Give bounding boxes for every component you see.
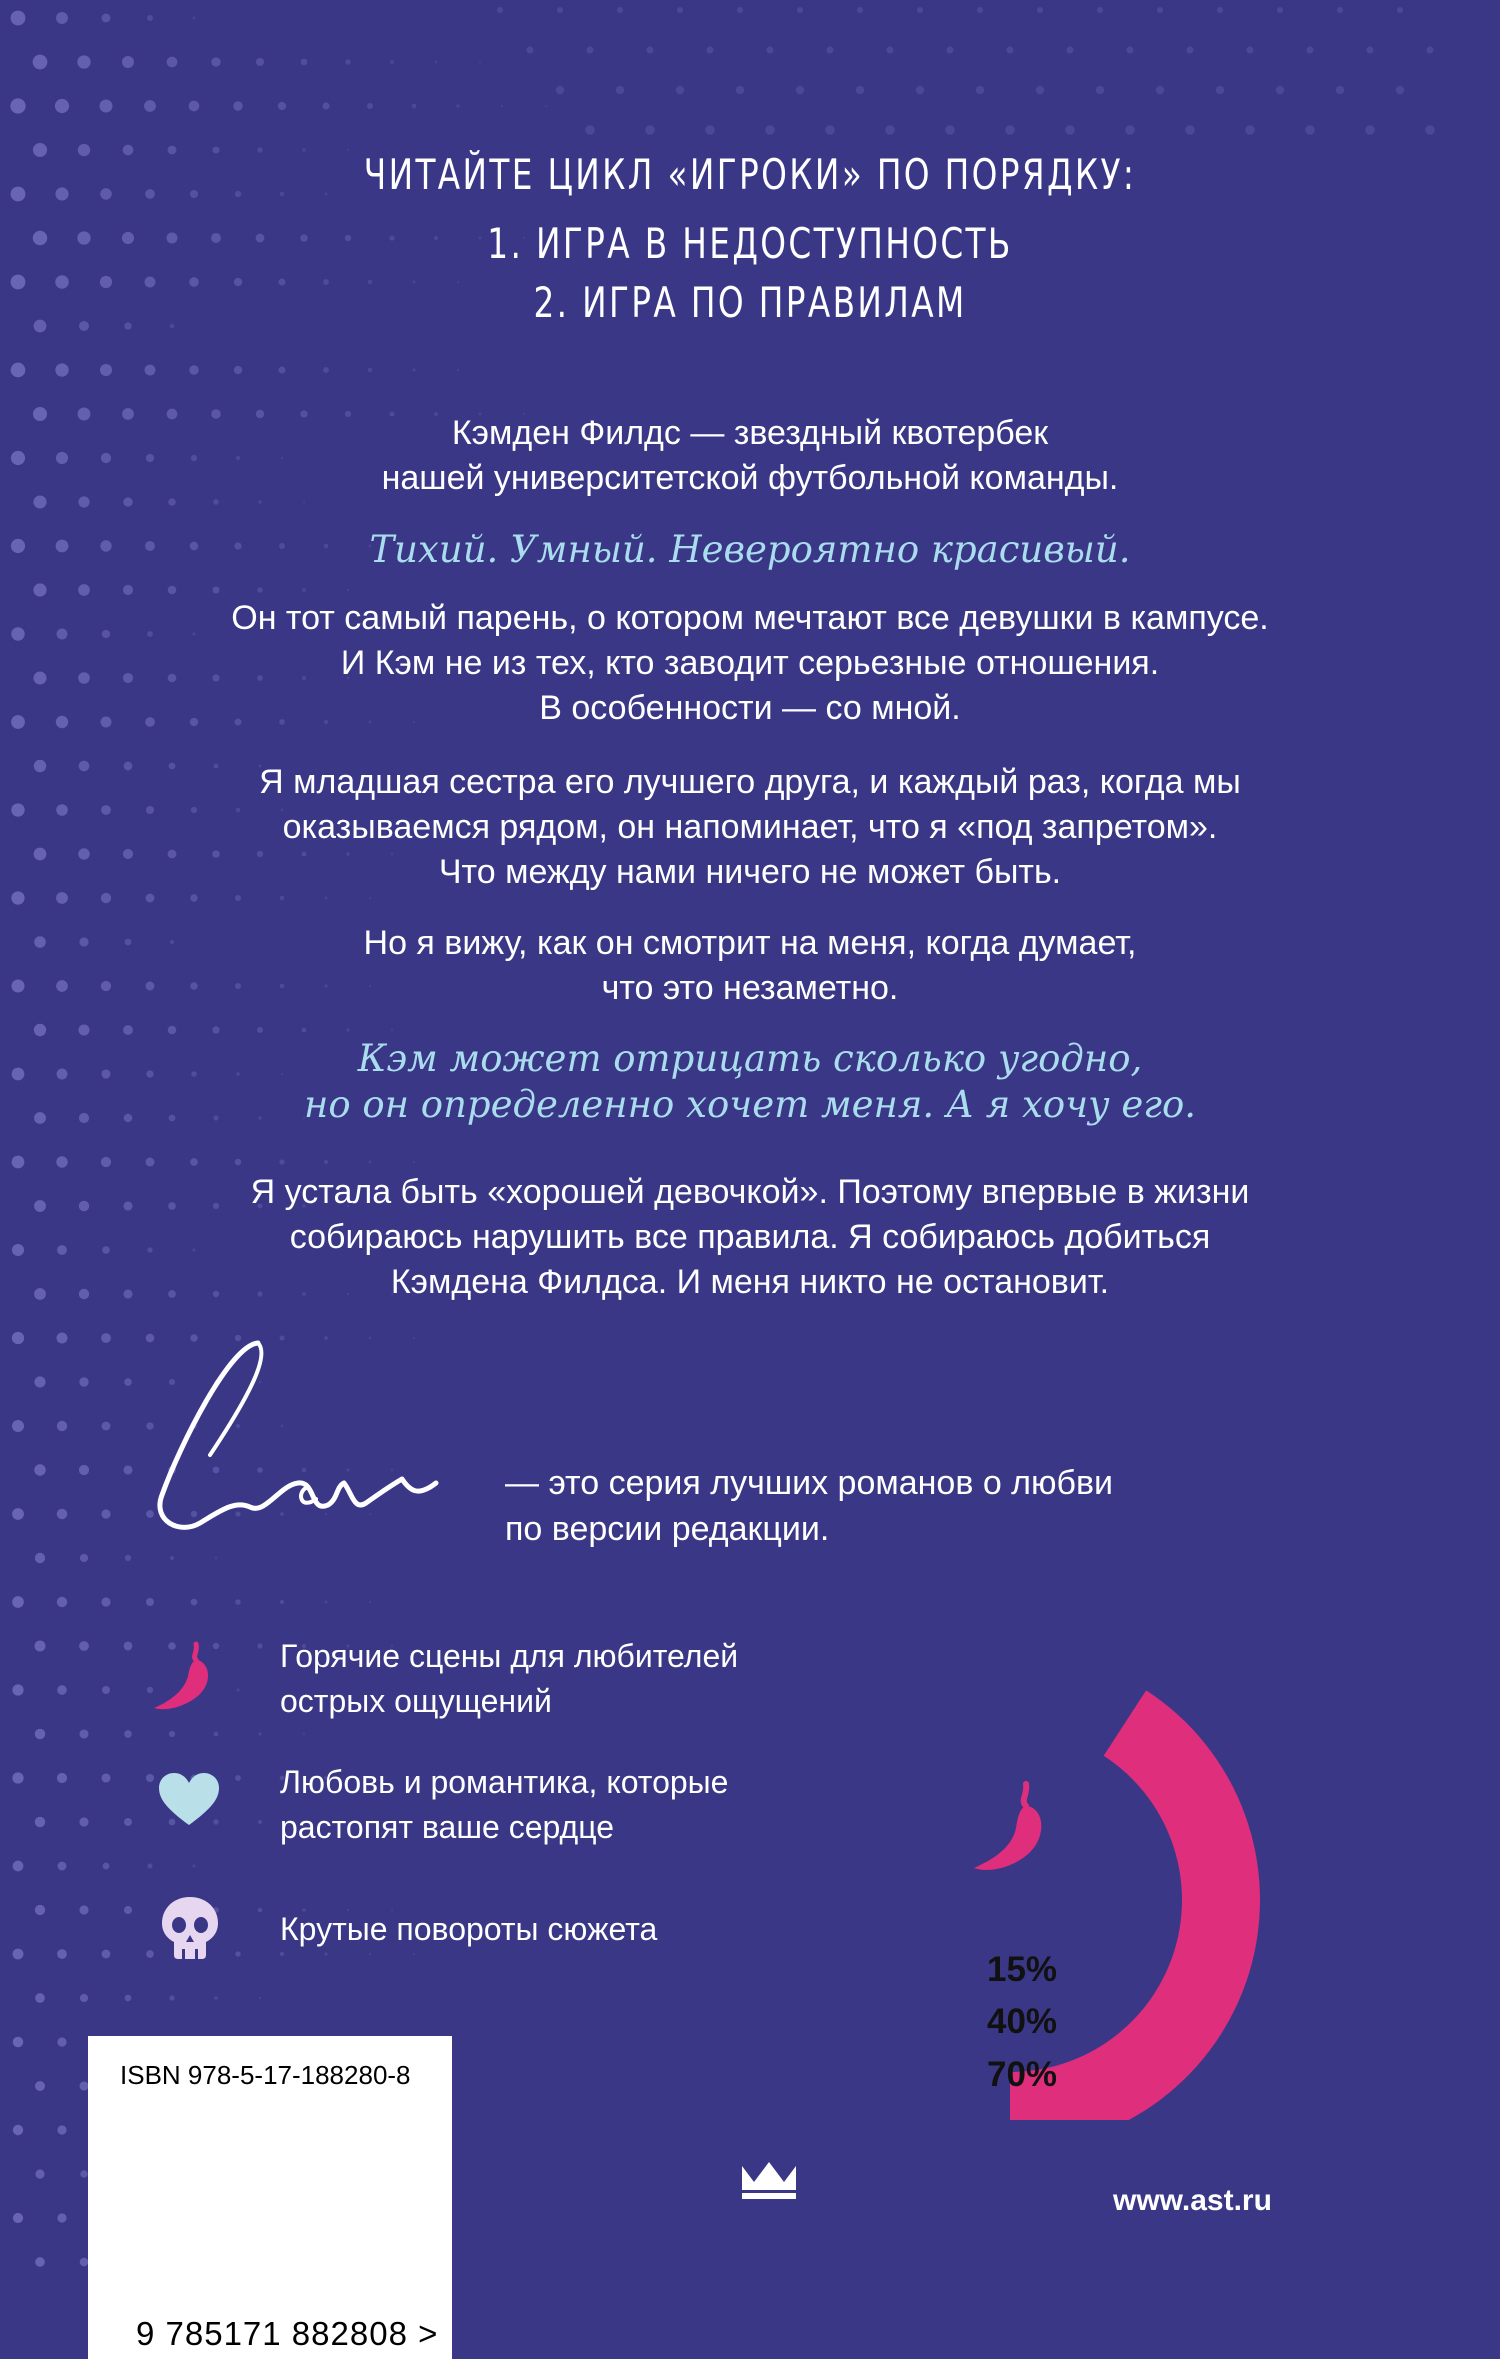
decor-dot <box>946 46 953 53</box>
decor-dot <box>124 322 131 329</box>
decor-dot <box>56 1332 67 1343</box>
decor-dot <box>101 1773 110 1782</box>
decor-dot <box>1037 7 1043 13</box>
decor-dot <box>34 1640 45 1651</box>
decor-dot <box>169 1995 174 2000</box>
decor-dot <box>35 1993 45 2003</box>
decor-dot <box>148 1864 153 1869</box>
decor-dot <box>857 7 863 13</box>
decor-dot <box>101 1333 111 1343</box>
decor-dot <box>1276 86 1284 94</box>
decor-dot <box>79 1729 88 1738</box>
decor-dot <box>190 894 197 901</box>
decor-dot <box>146 1774 154 1782</box>
decor-dot <box>145 189 155 199</box>
decor-dot <box>280 1952 284 1956</box>
decor-dot <box>945 125 955 135</box>
series-book-2: 2. ИГРА ПО ПРАВИЛАМ <box>533 278 967 327</box>
decor-dot <box>103 1863 110 1870</box>
decor-dot <box>324 1952 327 1955</box>
decor-dot <box>1217 7 1223 13</box>
decor-dot <box>77 231 90 244</box>
decor-dot <box>13 2037 24 2048</box>
decor-dot <box>80 2170 87 2177</box>
decor-dot <box>235 1951 240 1956</box>
decor-dot <box>35 1905 45 1915</box>
decor-dot <box>125 1555 131 1561</box>
decor-dot <box>102 1422 111 1431</box>
decor-dot <box>100 364 112 376</box>
decor-dot <box>11 363 26 378</box>
decor-dot <box>826 46 833 53</box>
decor-dot <box>301 59 308 66</box>
blurb-paragraph-5: Я устала быть «хорошей девочкой». Поэтому впервые в жизни собираюсь нарушить все правила. Я собираюсь добиться Кэмдена Филдса. И меня никто не остановит. <box>250 1173 1250 1301</box>
imprint-description: — это серия лучших романов о любви по версии редакции. <box>505 1464 1114 1548</box>
decor-dot <box>170 1556 174 1560</box>
decor-dot <box>796 86 804 94</box>
decor-dot <box>57 1949 67 1959</box>
decor-dot <box>80 1554 88 1562</box>
decor-dot <box>13 2125 23 2135</box>
decor-dot <box>1157 7 1163 13</box>
decor-dot <box>235 895 241 901</box>
decor-dot <box>34 1024 46 1036</box>
decor-dot <box>856 86 864 94</box>
decor-dot <box>77 55 90 68</box>
blurb-paragraph-2: Он тот самый парень, о котором мечтают все девушки в кампусе. И Кэм не из тех, кто заводит серьезные отношения. В особенности — со мной. <box>231 599 1269 727</box>
decor-dot <box>144 100 156 112</box>
decor-dot <box>12 1332 24 1344</box>
decor-dot <box>102 14 111 23</box>
decor-dot <box>124 1730 132 1738</box>
decor-dot <box>617 7 623 13</box>
decor-dot <box>1036 86 1044 94</box>
decor-dot <box>122 56 134 68</box>
decor-dot <box>146 1950 154 1958</box>
decor-dot <box>123 1025 133 1035</box>
isbn-digits: 9 785171 882808 > <box>136 2315 439 2352</box>
decor-dot <box>11 11 26 26</box>
decor-dot <box>124 1906 132 1914</box>
decor-dot <box>192 1864 195 1867</box>
blurb-paragraph-1: Кэмден Филдс — звездный квотербек нашей университетской футбольной команды. <box>381 414 1119 497</box>
decor-dot <box>34 1464 45 1475</box>
decor-dot <box>280 1600 284 1604</box>
decor-dot <box>34 320 47 333</box>
blurb-quote-2: Кэм может отрицать сколько угодно, но он определенно хочет меня. А я хочу его. <box>303 1037 1196 1126</box>
decor-dot <box>33 55 48 70</box>
decor-dot <box>797 7 803 13</box>
decor-dot <box>646 46 653 53</box>
decor-dot <box>257 587 263 593</box>
decor-dot <box>256 58 264 66</box>
series-heading: ЧИТАЙТЕ ЦИКЛ «ИГРОКИ» ПО ПОРЯДКУ: <box>363 150 1137 199</box>
decor-dot <box>258 1732 261 1735</box>
decor-dot <box>737 7 743 13</box>
decor-dot <box>78 1024 89 1035</box>
heart-icon <box>157 1771 221 1829</box>
decor-dot <box>479 61 481 63</box>
legend-plot-twists: Крутые повороты сюжета <box>280 1911 658 1947</box>
decor-dot <box>1337 7 1343 13</box>
decor-dot <box>167 57 178 68</box>
decor-dot <box>676 86 684 94</box>
decor-dot <box>189 101 200 112</box>
decor-dot <box>79 1465 89 1475</box>
chili-pepper-icon <box>148 1636 220 1716</box>
decor-dot <box>57 2213 66 2222</box>
decor-dot <box>123 1465 132 1474</box>
decor-dot <box>369 1601 371 1603</box>
decor-dot <box>100 276 112 288</box>
decor-dot <box>1306 46 1313 53</box>
decor-dot <box>145 1157 154 1166</box>
decor-dot <box>79 1817 88 1826</box>
decor-dot <box>258 1820 262 1824</box>
decor-dot <box>526 46 533 53</box>
percent-label-twists: 15% <box>987 1950 1058 1989</box>
decor-dot <box>79 1905 88 1914</box>
decor-dot <box>33 583 46 596</box>
decor-dot <box>347 589 349 591</box>
decor-dot <box>885 125 895 135</box>
decor-dot <box>390 60 394 64</box>
decor-dot <box>766 46 773 53</box>
decor-dot <box>214 1996 218 2000</box>
decor-dot <box>33 143 47 157</box>
decor-dot <box>278 366 285 373</box>
barcode <box>118 2102 428 2314</box>
decor-dot <box>123 145 134 156</box>
decor-dot <box>13 1949 24 1960</box>
rating-donut-chart <box>800 1560 1320 2120</box>
decor-dot <box>12 1508 24 1520</box>
decor-dot <box>100 100 113 113</box>
decor-dot <box>586 46 593 53</box>
decor-dot <box>497 7 503 13</box>
decor-dot <box>168 1026 177 1035</box>
decor-dot <box>33 231 47 245</box>
decor-dot <box>323 367 329 373</box>
decor-dot <box>55 275 69 289</box>
decor-dot <box>11 187 26 202</box>
decor-dot <box>765 125 775 135</box>
decor-dot <box>435 61 438 64</box>
decor-dot <box>78 144 90 156</box>
decor-dot <box>57 1421 67 1431</box>
decor-dot <box>12 1684 23 1695</box>
decor-dot <box>13 1861 24 1872</box>
decor-dot <box>1005 125 1015 135</box>
decor-dot <box>10 98 25 113</box>
decor-dot <box>211 57 220 66</box>
decor-dot <box>124 1818 132 1826</box>
decor-dot <box>12 1596 24 1608</box>
decor-dot <box>1425 125 1435 135</box>
decor-dot <box>259 1997 261 1999</box>
decor-dot <box>235 1775 241 1781</box>
decor-dot <box>79 1641 89 1651</box>
decor-dot <box>147 15 153 21</box>
decor-dot <box>35 1729 46 1740</box>
decor-dot <box>645 125 655 135</box>
legend-hot-scenes: Горячие сцены для любителей острых ощущений <box>280 1638 739 1719</box>
percent-label-hot: 70% <box>987 2055 1058 2094</box>
decor-dot <box>345 59 350 64</box>
decor-dot <box>917 7 923 13</box>
decor-dot <box>34 1376 45 1387</box>
skull-icon <box>160 1895 220 1961</box>
decor-dot <box>1397 7 1403 13</box>
decor-dot <box>79 1377 88 1386</box>
decor-dot <box>123 585 133 595</box>
decor-dot <box>12 1156 25 1169</box>
decor-dot <box>391 1029 393 1031</box>
decor-dot <box>1126 46 1133 53</box>
percent-label-love: 40% <box>987 2002 1058 2041</box>
decor-dot <box>369 897 371 899</box>
decor-dot <box>1186 46 1193 53</box>
decor-dot <box>58 1862 67 1871</box>
decor-dot <box>322 102 329 109</box>
decor-dot <box>124 1642 133 1651</box>
decor-dot <box>214 1732 219 1737</box>
decor-dot <box>1065 125 1075 135</box>
decor-dot <box>324 1160 328 1164</box>
decor-dot <box>56 12 68 24</box>
decor-dot <box>169 1731 175 1737</box>
decor-dot <box>236 1688 239 1691</box>
decor-dot <box>368 368 373 373</box>
decor-dot <box>1246 46 1253 53</box>
decor-dot <box>1396 86 1404 94</box>
decor-dot <box>324 1600 327 1603</box>
decor-dot <box>369 1161 372 1164</box>
decor-dot <box>303 501 305 503</box>
decor-dot <box>235 1599 241 1605</box>
decor-dot <box>457 369 459 371</box>
decor-dot <box>57 1773 67 1783</box>
decor-dot <box>369 1953 371 1955</box>
decor-dot <box>916 86 924 94</box>
decor-dot <box>1365 125 1375 135</box>
decor-dot <box>556 86 564 94</box>
decor-dot <box>456 104 460 108</box>
decor-dot <box>145 277 156 288</box>
blurb-paragraph-4: Но я вижу, как он смотрит на меня, когда думает, что это незаметно. <box>363 924 1137 1007</box>
decor-dot <box>413 1953 415 1955</box>
decor-dot <box>1245 125 1255 135</box>
decor-dot <box>736 86 744 94</box>
decor-dot <box>79 321 89 331</box>
chili-pepper-center-icon <box>970 1778 1056 1878</box>
isbn-label: ISBN 978-5-17-188280-8 <box>120 2060 411 2090</box>
decor-dot <box>12 1420 24 1432</box>
decor-dot <box>705 125 715 135</box>
decor-dot <box>501 105 503 107</box>
decor-dot <box>280 896 284 900</box>
decor-dot <box>279 1159 284 1164</box>
decor-dot <box>1097 7 1103 13</box>
decor-dot <box>35 1553 45 1563</box>
decor-dot <box>101 1157 111 1167</box>
decor-dot <box>257 1643 262 1648</box>
legend-love-romance: Любовь и романтика, которые растопят ваше сердце <box>280 1764 729 1845</box>
decor-dot <box>101 1597 110 1606</box>
decor-dot <box>1185 125 1195 135</box>
decor-dot <box>35 1817 45 1827</box>
decor-dot <box>257 1027 263 1033</box>
decor-dot <box>616 86 624 94</box>
decor-dot <box>146 1598 154 1606</box>
decor-dot <box>346 1028 349 1031</box>
decor-dot <box>233 101 242 110</box>
decor-dot <box>977 7 983 13</box>
series-book-1: 1. ИГРА В НЕДОСТУПНОСТЬ <box>487 219 1013 268</box>
decor-dot <box>57 2125 66 2134</box>
decor-dot <box>1096 86 1104 94</box>
decor-dot <box>57 1685 67 1695</box>
decor-dot <box>145 365 156 376</box>
crown-icon <box>740 2160 798 2200</box>
decor-dot <box>303 1733 305 1735</box>
decor-dot <box>124 1378 132 1386</box>
decor-dot <box>102 1950 111 1959</box>
decor-dot <box>1366 46 1373 53</box>
decor-dot <box>215 1557 217 1559</box>
decor-dot <box>78 584 90 596</box>
decor-dot <box>302 1028 307 1033</box>
decor-dot <box>125 1995 132 2002</box>
blurb-quote-1: Тихий. Умный. Невероятно красивый. <box>369 528 1131 571</box>
decor-dot <box>1216 86 1224 94</box>
decor-dot <box>11 275 26 290</box>
decor-dot <box>1156 86 1164 94</box>
decor-dot <box>80 1994 88 2002</box>
decor-dot <box>585 125 595 135</box>
decor-dot <box>976 86 984 94</box>
decor-dot <box>100 188 111 199</box>
decor-dot <box>325 897 328 900</box>
decor-dot <box>191 1599 198 1606</box>
decor-dot <box>57 1597 67 1607</box>
decor-dot <box>367 103 373 109</box>
decor-dot <box>55 187 68 200</box>
decor-dot <box>13 2213 23 2223</box>
decor-dot <box>1336 86 1344 94</box>
decor-dot <box>1006 46 1013 53</box>
decor-dot <box>35 2169 44 2178</box>
decor-dot <box>122 232 134 244</box>
decor-dot <box>557 7 563 13</box>
decor-dot <box>12 1772 23 1783</box>
decor-dot <box>212 1026 219 1033</box>
decor-dot <box>302 588 306 592</box>
decor-dot <box>57 2037 66 2046</box>
decor-dot <box>55 99 69 113</box>
decor-dot <box>412 104 417 109</box>
decor-dot <box>55 363 68 376</box>
decor-dot <box>102 1686 110 1694</box>
isbn-barcode-box <box>88 2036 452 2359</box>
decor-dot <box>1426 46 1433 53</box>
decor-dot <box>886 46 893 53</box>
decor-dot <box>168 586 177 595</box>
blurb-paragraph-3: Я младшая сестра его лучшего друга, и каждый раз, когда мы оказываемся рядом, он напоминает, что я «под запретом». Что между нами ничего не может быть. <box>259 763 1241 891</box>
decor-dot <box>1277 7 1283 13</box>
decor-dot <box>412 368 415 371</box>
decor-dot <box>190 1158 198 1166</box>
decor-dot <box>1125 125 1135 135</box>
decor-dot <box>101 1509 110 1518</box>
decor-dot <box>56 1156 67 1167</box>
decor-dot <box>413 1161 415 1163</box>
decor-dot <box>192 16 195 19</box>
lav-logo <box>140 1335 460 1545</box>
decor-dot <box>706 46 713 53</box>
decor-dot <box>258 1908 263 1913</box>
decor-dot <box>189 365 199 375</box>
decor-dot <box>1066 46 1073 53</box>
publisher-website: www.ast.ru <box>1113 2184 1272 2217</box>
decor-dot <box>1305 125 1315 135</box>
decor-dot <box>825 125 835 135</box>
decor-dot <box>677 7 683 13</box>
decor-dot <box>57 1509 68 1520</box>
decor-dot <box>545 105 547 107</box>
decor-dot <box>278 102 286 110</box>
decor-dot <box>212 586 219 593</box>
decor-dot <box>35 2081 45 2091</box>
decor-dot <box>35 2257 45 2267</box>
decor-dot <box>234 366 242 374</box>
decor-dot <box>235 1159 242 1166</box>
